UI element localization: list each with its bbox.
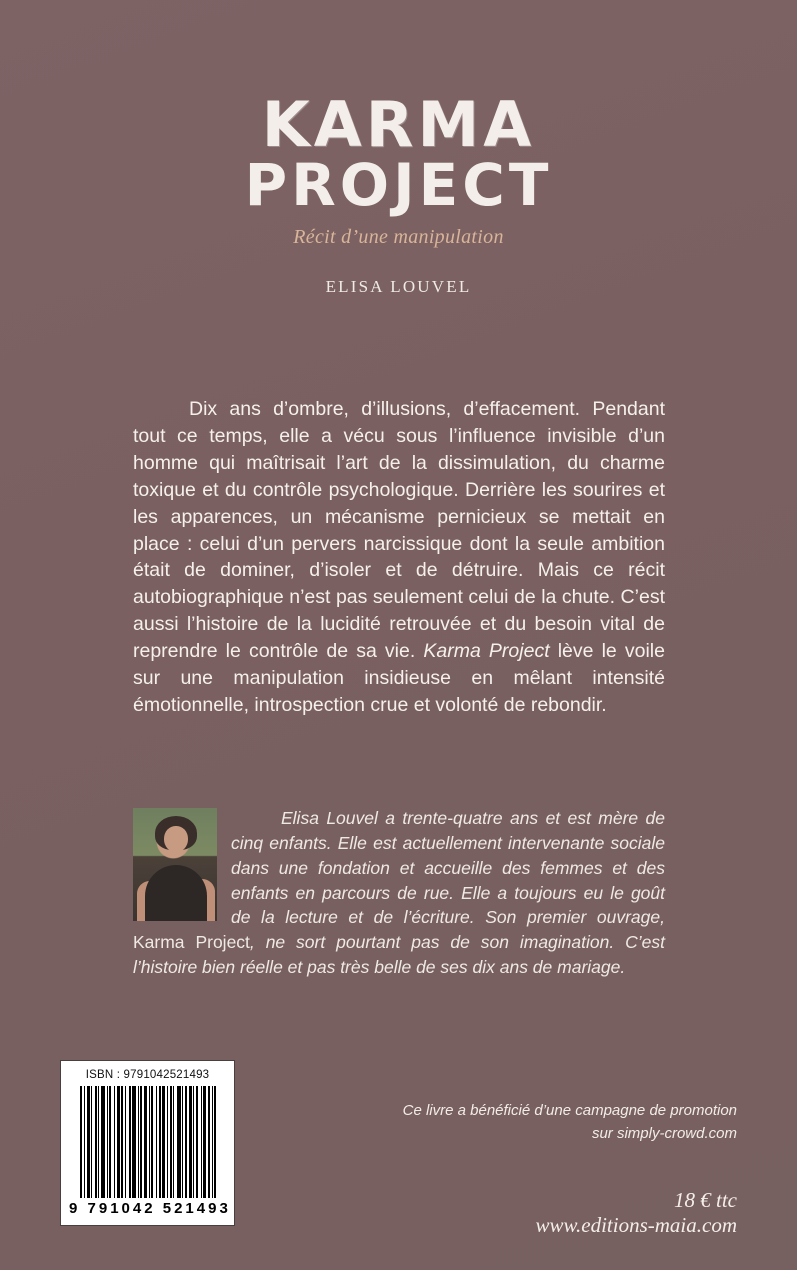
book-author: ELISA LOUVEL	[325, 277, 472, 297]
barcode-digits: 9 791042 521493	[69, 1200, 231, 1217]
book-title-line-1: KARMA	[261, 88, 536, 161]
promo-note	[317, 1100, 737, 1145]
barcode-bars	[69, 1086, 226, 1198]
bio-part-1: Elisa Louvel a trente-quatre ans et est mère de cinq enfants. Elle est actuellement intervenante sociale dans une fondation et accueille des femmes et des enfants en parcours de rue. Elle a toujours eu le goût de la lecture et de l’écriture. Son premier ouvrage,	[231, 808, 665, 928]
blurb-book-title: Karma Project	[423, 640, 550, 663]
promo-line-1: Ce livre a bénéficié d’une campagne de promotion	[402, 1102, 737, 1119]
price-label: 18 € ttc	[674, 1188, 737, 1212]
book-title	[0, 88, 797, 220]
book-title-line-2: PROJECT	[244, 151, 553, 220]
bio-part-2: , ne sort pourtant pas de son imagination. C’est l’histoire bien réelle et pas très belle de ses dix ans de mariage.	[133, 932, 665, 978]
blurb-text	[133, 396, 665, 719]
isbn-label: ISBN : 9791042521493	[85, 1069, 210, 1081]
portrait-face	[164, 826, 188, 852]
blurb-part-1: Dix ans d’ombre, d’illusions, d’effacement. Pendant tout ce temps, elle a vécu sous l’influence invisible d’un homme qui maîtrisait l’art de la dissimulation, du charme toxique et du contrôle psychologique. Derrière les sourires et les apparences, un mécanisme pernicieux se mettait en place : celui d’un pervers narcissique dont la seule ambition était de dominer, d’isoler et de détruire. Mais ce récit autobiographique n’est pas seulement celui de la chute. C’est aussi l’histoire de la lucidité retrouvée et du besoin vital de reprendre le contrôle de sa vie.	[133, 398, 665, 663]
bio-book-title: Karma Project	[133, 932, 250, 953]
barcode-block	[60, 1060, 235, 1226]
author-portrait-photo	[133, 808, 217, 921]
book-subtitle: Récit d’une manipulation	[293, 226, 504, 249]
portrait-torso	[145, 865, 207, 921]
title-block	[0, 88, 797, 297]
promo-line-2: sur simply-crowd.com	[591, 1124, 737, 1142]
blurb-part-2: lève le voile sur une manipulation insidieuse en mêlant intensité émotionnelle, introspection crue et volonté de rebondir.	[133, 640, 665, 716]
publisher-website: www.editions-maia.com	[535, 1213, 737, 1237]
author-bio-block	[133, 806, 665, 980]
